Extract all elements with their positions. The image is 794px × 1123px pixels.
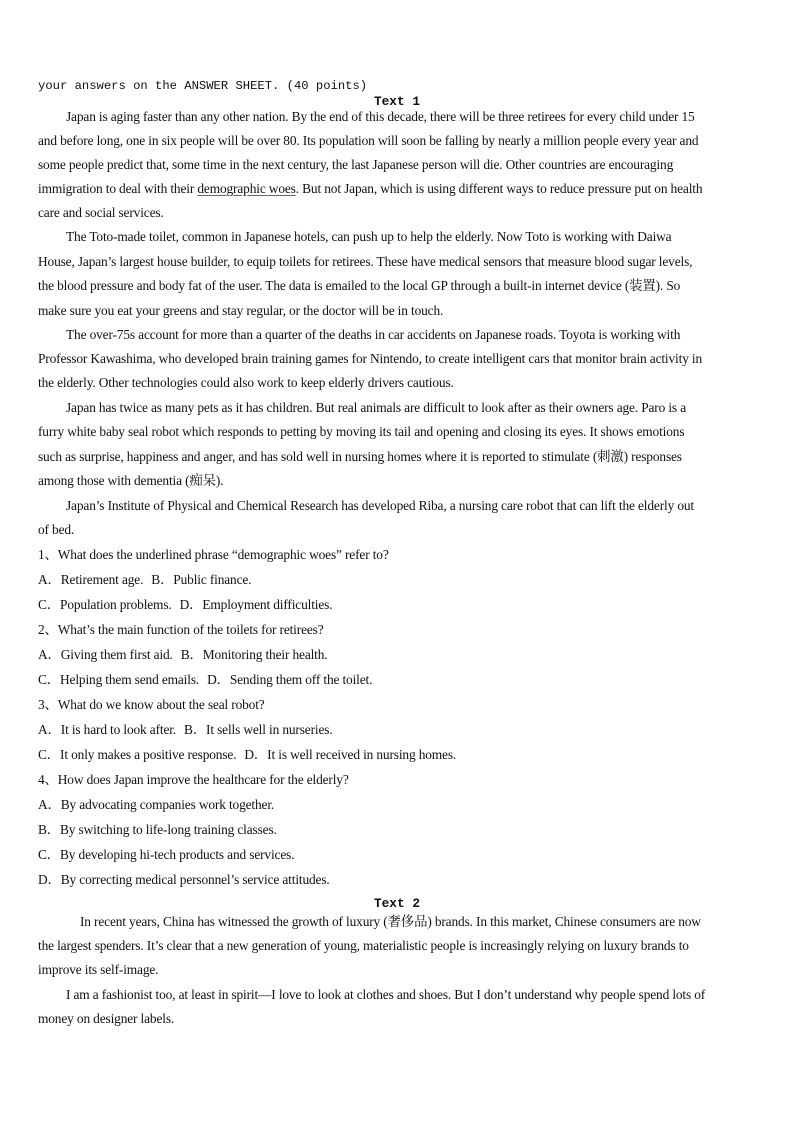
question-4-option-c[interactable]: C．By developing hi-tech products and services.: [38, 847, 295, 862]
question-2-option-a[interactable]: A．Giving them first aid.: [38, 647, 173, 662]
text2-p2-line2: money on designer labels.: [38, 1011, 175, 1026]
question-2-option-b[interactable]: B．Monitoring their health.: [180, 647, 328, 662]
text1-p2-line3: the blood pressure and body fat of the user. The data is emailed to the local GP through a built-in internet device (装置). So: [38, 278, 681, 293]
text1-p4-line3: such as surprise, happiness and anger, and has sold well in nursing homes where it is reported to stimulate (刺激) responses: [38, 449, 682, 464]
question-4-option-d[interactable]: D．By correcting medical personnel’s service attitudes.: [38, 872, 330, 887]
question-1-options-ab: [38, 572, 251, 588]
text1-p1-line3: some people predict that, some time in the next century, the last Japanese person will die. Other countries are encouraging: [38, 157, 674, 172]
underlined-phrase-demographic-woes: demographic woes: [197, 181, 296, 196]
question-4-option-b[interactable]: B．By switching to life-long training classes.: [38, 822, 277, 837]
text2-p2-line1: I am a fashionist too, at least in spirit—I love to look at clothes and shoes. But I don’t understand why people spend lots of: [66, 987, 706, 1002]
text1-p1-line1: Japan is aging faster than any other nation. By the end of this decade, there will be three retirees for every child under 15: [66, 109, 695, 124]
text1-p4-line2: furry white baby seal robot which responds to petting by moving its tail and opening and closing its eyes. It shows emotions: [38, 424, 685, 439]
question-3-stem: 3、What do we know about the seal robot?: [38, 697, 265, 712]
question-2-stem: 2、What’s the main function of the toilets for retirees?: [38, 622, 324, 637]
question-4-option-a[interactable]: A．By advocating companies work together.: [38, 797, 275, 812]
text1-p1-line2: and before long, one in six people will be over 80. Its population will soon be falling by nearly a million people every year and: [38, 133, 699, 148]
question-1-stem: 1、What does the underlined phrase “demographic woes” refer to?: [38, 547, 389, 562]
text2-p1-line3: improve its self-image.: [38, 962, 159, 977]
text1-p2-line1: The Toto-made toilet, common in Japanese hotels, can push up to help the elderly. Now Toto is working with Daiwa: [66, 229, 672, 244]
text1-p4-line1: Japan has twice as many pets as it has children. But real animals are difficult to look after as their owners age. Paro is a: [66, 400, 686, 415]
text1-p1-line4-end: . But not Japan, which is using different ways to reduce pressure put on health: [295, 181, 703, 196]
question-4-stem: 4、How does Japan improve the healthcare for the elderly?: [38, 772, 349, 787]
text1-p4-line4: among those with dementia (痴呆).: [38, 473, 224, 488]
question-1-option-b[interactable]: B．Public finance.: [151, 572, 252, 587]
question-3-option-a[interactable]: A．It is hard to look after.: [38, 722, 177, 737]
instructions-text: your answers on the ANSWER SHEET. (40 points): [38, 79, 368, 93]
question-1-option-d[interactable]: D．Employment difficulties.: [179, 597, 333, 612]
text1-heading: Text 1: [373, 94, 421, 109]
question-1-options-cd: [38, 597, 332, 613]
text1-p1-line4: [38, 181, 702, 197]
text1-p3-line1: The over-75s account for more than a quarter of the deaths in car accidents on Japanese roads. Toyota is working with: [66, 327, 681, 342]
text1-p3-line2: Professor Kawashima, who developed brain training games for Nintendo, to create intelligent cars that monitor brain activity in: [38, 351, 703, 366]
text1-p2-line4: make sure you eat your greens and stay regular, or the doctor will be in touch.: [38, 303, 444, 318]
question-1-option-c[interactable]: C．Population problems.: [38, 597, 172, 612]
text2-heading: Text 2: [373, 896, 421, 911]
text1-p5-line2: of bed.: [38, 522, 75, 537]
text2-p1-line2: the largest spenders. It’s clear that a new generation of young, materialistic people is increasingly relying on luxury brands to: [38, 938, 689, 953]
text1-p1-line4-start: immigration to deal with their: [38, 181, 198, 196]
question-1-option-a[interactable]: A．Retirement age.: [38, 572, 144, 587]
question-3-option-b[interactable]: B．It sells well in nurseries.: [184, 722, 333, 737]
question-2-option-d[interactable]: D．Sending them off the toilet.: [207, 672, 373, 687]
question-3-option-c[interactable]: C．It only makes a positive response.: [38, 747, 237, 762]
question-2-option-c[interactable]: C．Helping them send emails.: [38, 672, 200, 687]
question-2-options-ab: [38, 647, 328, 663]
text1-p5-line1: Japan’s Institute of Physical and Chemical Research has developed Riba, a nursing care robot that can lift the elderly out: [66, 498, 694, 513]
text1-p1-line5: care and social services.: [38, 205, 164, 220]
question-2-options-cd: [38, 672, 372, 688]
question-3-option-d[interactable]: D．It is well received in nursing homes.: [244, 747, 457, 762]
question-3-options-cd: [38, 747, 456, 763]
text2-p1-line1: In recent years, China has witnessed the growth of luxury (奢侈品) brands. In this market, Chinese consumers are now: [80, 914, 701, 929]
text1-p2-line2: House, Japan’s largest house builder, to equip toilets for retirees. These have medical sensors that measure blood sugar levels,: [38, 254, 693, 269]
text1-p3-line3: the elderly. Other technologies could also work to keep elderly drivers cautious.: [38, 375, 454, 390]
question-3-options-ab: [38, 722, 333, 738]
